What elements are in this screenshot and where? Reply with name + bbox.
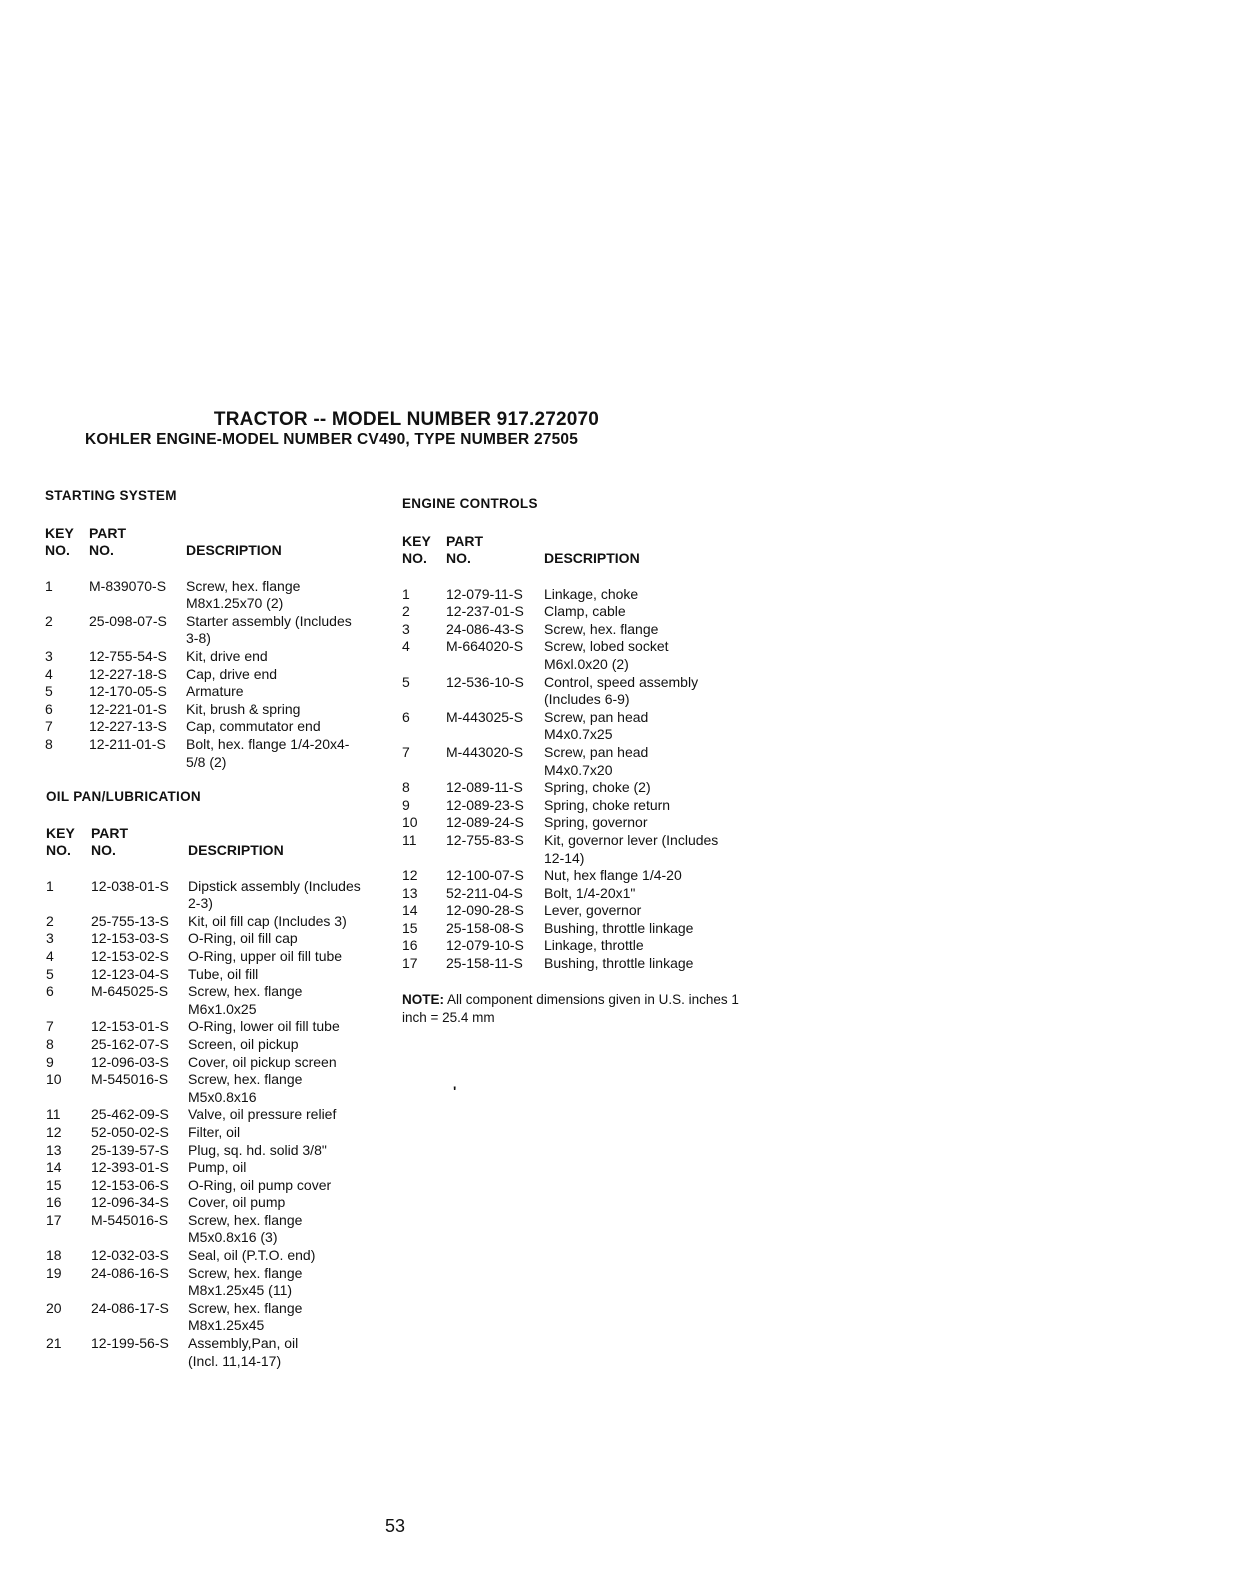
key-no: 12 <box>46 1123 62 1140</box>
key-no: 13 <box>46 1141 62 1158</box>
page-title: TRACTOR -- MODEL NUMBER 917.272070 <box>213 409 600 430</box>
part-no: 25-462-09-S <box>91 1106 169 1123</box>
description: Control, speed assembly (Includes 6-9) <box>544 673 699 708</box>
key-no: 12 <box>402 867 418 884</box>
key-no: 20 <box>46 1299 62 1316</box>
description: Screw, hex. flange M5x0.8x16 <box>188 1071 303 1105</box>
description: Cover, oil pickup screen <box>188 1053 337 1070</box>
section-title: ENGINE CONTROLS <box>402 496 538 511</box>
part-no: 12-096-03-S <box>91 1053 169 1070</box>
part-no: M-443020-S <box>446 743 524 760</box>
part-no: 12-089-24-S <box>446 814 524 831</box>
description: Spring, choke return <box>544 796 671 813</box>
part-no: 12-090-28-S <box>446 902 524 919</box>
description: Armature <box>186 683 244 700</box>
page-number: 53 <box>385 1516 406 1536</box>
part-header: PART NO. <box>446 532 484 566</box>
description: Screw, hex. flange <box>544 620 659 637</box>
key-no: 9 <box>46 1053 54 1070</box>
part-no: 25-162-07-S <box>91 1035 169 1052</box>
part-no: 12-237-01-S <box>446 603 524 620</box>
key-no: 7 <box>45 718 53 735</box>
description: Cap, drive end <box>186 665 278 682</box>
part-no: 52-211-04-S <box>446 884 523 901</box>
description-header: DESCRIPTION <box>544 549 640 566</box>
stray-mark: ' <box>453 1083 457 1099</box>
starting-system-section <box>45 487 385 771</box>
part-header: PART NO. <box>91 824 129 858</box>
part-no: 12-393-01-S <box>91 1159 169 1176</box>
section-title: OIL PAN/LUBRICATION <box>46 789 201 804</box>
key-no: 8 <box>46 1035 54 1052</box>
part-no: M-839070-S <box>89 577 167 594</box>
key-no: 13 <box>402 884 418 901</box>
part-no: 12-079-10-S <box>446 937 524 954</box>
key-no: 8 <box>402 779 410 796</box>
note-text: All component dimensions given in U.S. inches 1 inch = 25.4 mm <box>402 992 739 1025</box>
description: O-Ring, lower oil fill tube <box>188 1018 340 1035</box>
key-no: 11 <box>46 1106 61 1123</box>
description: Starter assembly (Includes 3-8) <box>186 612 352 647</box>
page-subtitle: KOHLER ENGINE-MODEL NUMBER CV490, TYPE NUMBER 27505 <box>84 431 579 448</box>
part-no: 12-038-01-S <box>91 877 169 894</box>
key-no: 21 <box>46 1335 62 1352</box>
description: Kit, governor lever (Includes 12-14) <box>544 831 719 866</box>
parts-list <box>45 578 385 772</box>
description: Dipstick assembly (Includes 2-3) <box>188 877 361 912</box>
part-no: 12-100-07-S <box>446 867 524 884</box>
key-no: 15 <box>46 1176 62 1193</box>
part-no: 52-050-02-S <box>91 1123 169 1140</box>
key-no: 4 <box>402 638 410 655</box>
part-no: 12-170-05-S <box>89 683 167 700</box>
description: Screw, hex. flange M8x1.25x70 (2) <box>186 577 301 612</box>
key-no: 2 <box>45 612 53 629</box>
engine-controls-section <box>402 495 747 973</box>
column-headers <box>45 525 385 559</box>
key-no: 14 <box>46 1159 62 1176</box>
key-no: 10 <box>46 1071 62 1088</box>
part-no: M-545016-S <box>91 1211 169 1228</box>
description: Nut, hex flange 1/4-20 <box>544 867 682 884</box>
description-header: DESCRIPTION <box>188 841 284 858</box>
description: Linkage, choke <box>544 585 639 602</box>
description: Spring, choke (2) <box>544 779 651 796</box>
part-no: M-443025-S <box>446 708 524 725</box>
part-no: 12-096-34-S <box>91 1194 169 1211</box>
part-no: 12-089-11-S <box>446 779 523 796</box>
description: O-Ring, oil fill cap <box>188 930 298 947</box>
key-no: 4 <box>46 947 54 964</box>
description: Cover, oil pump <box>188 1194 286 1211</box>
part-no: 24-086-16-S <box>91 1264 169 1281</box>
description: Cap, commutator end <box>186 718 321 735</box>
part-no: 25-755-13-S <box>91 912 169 929</box>
description: Linkage, throttle <box>544 937 644 954</box>
key-no: 6 <box>45 700 53 717</box>
oil-pan-section <box>46 788 386 1370</box>
description: Screw, hex. flange M8x1.25x45 <box>188 1299 303 1334</box>
key-no: 3 <box>402 620 410 637</box>
description: Screw, pan head M4x0.7x25 <box>544 708 649 743</box>
description: Screw, hex. flange M6x1.0x25 <box>188 983 303 1017</box>
part-no: 12-221-01-S <box>89 700 167 717</box>
part-no: 12-123-04-S <box>91 965 169 982</box>
column-headers <box>402 533 747 567</box>
description: Filter, oil <box>188 1123 241 1140</box>
part-no: 12-755-54-S <box>89 647 167 664</box>
part-no: M-545016-S <box>91 1071 169 1088</box>
note-label: NOTE: <box>402 992 444 1007</box>
description: Screw, hex. flange M5x0.8x16 (3) <box>188 1211 303 1246</box>
part-no: 12-536-10-S <box>446 673 524 690</box>
key-no: 7 <box>46 1018 54 1035</box>
part-no: 12-227-13-S <box>89 718 167 735</box>
part-no: 12-211-01-S <box>89 735 166 752</box>
description: Bushing, throttle linkage <box>544 955 694 972</box>
part-no: 25-158-11-S <box>446 955 523 972</box>
description-header: DESCRIPTION <box>186 541 282 558</box>
description: Kit, drive end <box>186 647 268 664</box>
description: Screw, pan head M4x0.7x20 <box>544 743 649 778</box>
part-no: 12-199-56-S <box>91 1335 169 1352</box>
part-no: 12-153-02-S <box>91 947 169 964</box>
description: Bushing, throttle linkage <box>544 919 694 936</box>
part-no: 25-098-07-S <box>89 612 167 629</box>
description: Pump, oil <box>188 1159 247 1176</box>
key-no: 18 <box>46 1247 62 1264</box>
description: Screen, oil pickup <box>188 1035 299 1052</box>
description: O-Ring, oil pump cover <box>188 1176 332 1193</box>
description: Bolt, 1/4-20x1" <box>544 884 636 901</box>
section-title: STARTING SYSTEM <box>45 488 177 503</box>
key-no: 3 <box>46 930 54 947</box>
description: Plug, sq. hd. solid 3/8" <box>188 1141 327 1158</box>
part-no: 25-139-57-S <box>91 1141 169 1158</box>
part-no: 12-755-83-S <box>446 831 524 848</box>
column-headers <box>46 825 386 859</box>
key-no: 15 <box>402 919 418 936</box>
part-no: 12-153-03-S <box>91 930 169 947</box>
description: Lever, governor <box>544 902 642 919</box>
key-no: 6 <box>46 983 54 1000</box>
part-no: 12-227-18-S <box>89 665 167 682</box>
description: Spring, governor <box>544 814 648 831</box>
key-no: 5 <box>46 965 54 982</box>
key-no: 19 <box>46 1264 62 1281</box>
part-no: 12-079-11-S <box>446 585 523 602</box>
key-no: 8 <box>45 735 53 752</box>
key-header: KEY NO. <box>402 532 431 566</box>
part-no: 24-086-17-S <box>91 1299 169 1316</box>
part-no: M-664020-S <box>446 638 524 655</box>
key-no: 16 <box>402 937 418 954</box>
description: Kit, brush & spring <box>186 700 301 717</box>
description: Assembly,Pan, oil (Incl. 11,14-17) <box>188 1335 299 1369</box>
description: Screw, lobed socket M6xl.0x20 (2) <box>544 638 669 672</box>
key-no: 2 <box>402 603 410 620</box>
parts-list <box>402 586 747 973</box>
key-header: KEY NO. <box>46 824 75 858</box>
key-no: 1 <box>45 577 53 594</box>
description: O-Ring, upper oil fill tube <box>188 947 343 964</box>
part-no: 12-032-03-S <box>91 1247 169 1264</box>
description: Seal, oil (P.T.O. end) <box>188 1247 316 1264</box>
part-header: PART NO. <box>89 524 127 558</box>
key-no: 1 <box>46 877 54 894</box>
key-no: 1 <box>402 585 410 602</box>
key-no: 17 <box>402 955 418 972</box>
description: Tube, oil fill <box>188 965 259 982</box>
parts-list <box>46 878 386 1371</box>
key-no: 16 <box>46 1194 62 1211</box>
key-no: 3 <box>45 647 53 664</box>
key-no: 7 <box>402 743 410 760</box>
description: Clamp, cable <box>544 603 626 620</box>
key-no: 11 <box>402 831 417 848</box>
key-no: 10 <box>402 814 418 831</box>
key-no: 5 <box>402 673 410 690</box>
key-no: 14 <box>402 902 418 919</box>
description: Screw, hex. flange M8x1.25x45 (11) <box>188 1264 303 1299</box>
part-no: 12-089-23-S <box>446 796 524 813</box>
part-no: 12-153-01-S <box>91 1018 169 1035</box>
part-no: 24-086-43-S <box>446 620 524 637</box>
note <box>402 991 747 1027</box>
description: Kit, oil fill cap (Includes 3) <box>188 912 347 929</box>
part-no: 25-158-08-S <box>446 919 524 936</box>
key-no: 17 <box>46 1211 62 1228</box>
key-no: 6 <box>402 708 410 725</box>
key-header: KEY NO. <box>45 524 74 558</box>
key-no: 5 <box>45 683 53 700</box>
part-no: M-645025-S <box>91 983 169 1000</box>
key-no: 9 <box>402 796 410 813</box>
key-no: 2 <box>46 912 54 929</box>
description: Bolt, hex. flange 1/4-20x4- 5/8 (2) <box>186 735 350 770</box>
part-no: 12-153-06-S <box>91 1176 169 1193</box>
key-no: 4 <box>45 665 53 682</box>
description: Valve, oil pressure relief <box>188 1106 337 1123</box>
